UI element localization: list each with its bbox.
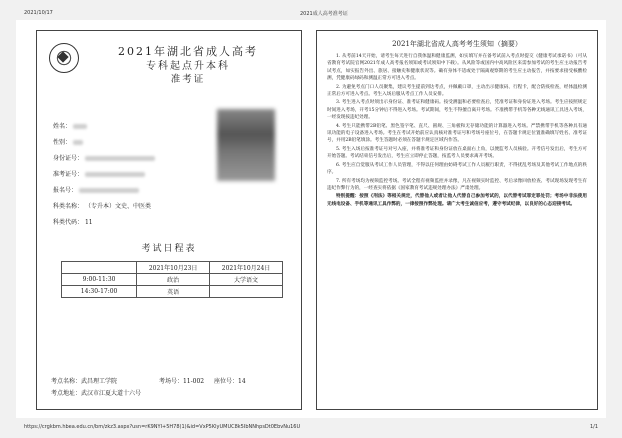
candidate-photo (217, 109, 275, 181)
seat-label: 座位号： (214, 378, 239, 385)
notice-body (327, 53, 587, 209)
print-url: https://crgkbm.hbea.edu.cn/bm/zkz3.aspx?usn=rK9NYI+5H78(1)&id=VxP5KlyUMUC8k5IbNNhpsDt0EbvNu16U (24, 424, 301, 430)
name-redacted (73, 124, 87, 129)
subject-row (53, 201, 151, 210)
gender-redacted (73, 140, 83, 145)
print-page-number: 1/1 (590, 424, 599, 430)
exam-no-redacted (85, 172, 145, 177)
subject-code-row (53, 217, 93, 226)
notice-item: 5. 考生入场后按准考证号对号入座，并将准考证和身份证放在桌面右上角，以便监考人员核验。开考信号发出后，考生方可开始答题。考试结束信号发出后，考生应立即停止答题，按监考人员要求离开考场。 (327, 146, 587, 160)
notice-item: 6. 考生应自觉服从考试工作人员管理，不得以任何理由妨碍考试工作人员履行职责，不得扰乱考场及其他考试工作地点的秩序。 (327, 162, 587, 176)
gender-label: 性别： (53, 139, 72, 146)
id-label: 身份证号： (53, 155, 84, 162)
schedule-table (61, 261, 283, 298)
schedule-subject: 政治 (137, 274, 210, 286)
schedule-time: 14:30-17:00 (62, 286, 137, 298)
gender-row (53, 137, 83, 146)
schedule-header-row (62, 262, 283, 274)
venue-row (51, 376, 246, 385)
exam-no-label: 准考证号： (53, 171, 84, 178)
printed-page (16, 20, 606, 418)
schedule-date-2: 2021年10月24日 (210, 262, 283, 274)
room-label: 考场号： (158, 378, 183, 385)
reg-no-label: 报名号： (53, 187, 78, 194)
id-row (53, 153, 155, 162)
schedule-title: 考试日程表 (141, 244, 197, 254)
card-heading: 准考证 (170, 74, 206, 85)
subject-code-label: 科类代码： (53, 219, 84, 226)
address-label: 考点地址： (51, 390, 82, 397)
schedule-subject (210, 286, 283, 298)
name-label: 姓名： (53, 123, 72, 130)
schedule-corner-cell (62, 262, 137, 274)
card-subtitle: 专科起点升本科 (146, 61, 230, 72)
schedule-date-1: 2021年10月23日 (137, 262, 210, 274)
notice-panel (316, 30, 598, 410)
exam-no-row (53, 169, 145, 178)
card-title: 2021年湖北省成人高考 (118, 45, 258, 58)
print-date: 2021/10/17 (24, 10, 53, 16)
schedule-time: 9:00-11:30 (62, 274, 137, 286)
reg-no-redacted (79, 188, 139, 193)
subject-label: 科类名称： (53, 203, 84, 210)
schedule-row (62, 274, 283, 286)
schedule-subject: 大学语文 (210, 274, 283, 286)
address-value: 武汉市江夏大道十六号 (81, 390, 142, 397)
seat-value: 14 (238, 378, 246, 385)
notice-item: 7. 所有考场均为视频监控考场。考试全程有视频监控并录像，凡在视频实时监控、考后录像回放检查、考试现场发现考生有违纪作弊行为的，一经查实将依据《国家教育考试违规处理办法》严肃处理。 (327, 178, 587, 191)
venue-label: 考点名称： (51, 378, 82, 385)
exam-board-logo-icon (49, 43, 79, 73)
venue-value: 武昌理工学院 (81, 378, 118, 385)
admission-card (36, 30, 302, 410)
name-row (53, 121, 87, 130)
subject-code-value: 11 (84, 219, 93, 226)
subject-value: （专升本）文史、中医类 (84, 203, 151, 210)
notice-item: 1. 从考前14天开始，请考生每天进行自我体温和健康监测，如实填写并在备考试前入考点时提交《健康考试承诺书》（可从省教育考试院官网2021年成人高考报名须知或考试须知中下载）。从风险等或国内中高风险区来需参加考试的考生应主动报告考试考点，如实报告外出、旅居、接触史和健康状况等。确有身体不适或处于隔离观察期的考生应主动报告，并按要求接受核酸检测，凭健康码绿码和测温正常方可进入考点。 (327, 54, 587, 82)
notice-title: 2021年湖北省成人高考考生须知（摘要） (392, 40, 522, 48)
notice-item: 4. 考生只能携带2B铅笔、黑色签字笔、直尺、圆规、三角板和无存储功能的计算器进入考场。严禁携带手机等各种具有通讯功能的电子设备进入考场。考生在考试开始前应认真核对准考证号和考场号座位号，在答题卡规定位置准确填写姓名、准考证号，并用2B铅笔填涂。考生答题时必须在答题卡规定区域内作答。 (327, 123, 587, 144)
id-redacted (85, 156, 155, 161)
schedule-subject: 英语 (137, 286, 210, 298)
room-value: 11-002 (182, 378, 205, 385)
notice-item: 3. 考生进入考点时须出示身份证、准考证和健康码。按受测温和必要检查后，凭准考证和身份证进入考场。考生应按照规定时间进入考场，开考15分钟后不得进入考场。考试期间，考生不得擅自离开考场。不准携带手机等各种无线通讯工具进入考场，一经发现按违纪处理。 (327, 100, 587, 121)
notice-item: 2. 为避免考点门口人员聚集，建议考生提前到达考点，并佩戴口罩，主动出示健康码、行程卡，配合防疫检查，经体温检测正常后方可进入考点。考生入场后服从考点工作人员安排。 (327, 84, 587, 98)
reg-no-row (53, 185, 139, 194)
address-row (51, 388, 141, 397)
schedule-row (62, 286, 283, 298)
notice-special: 特别提醒：按照《刑法》等相关规定，代替他人或者让他人代替自己参加考试的，以代替考试罪定罪处罚；考场中非法使用无线电设备、手机等通讯工具作弊的，一律按照作弊处理。请广大考生诚信应考，遵守考试纪律，以良好的心态迎接考试。 (327, 194, 587, 207)
print-page-title: 2021成人高考准考证 (300, 11, 348, 17)
